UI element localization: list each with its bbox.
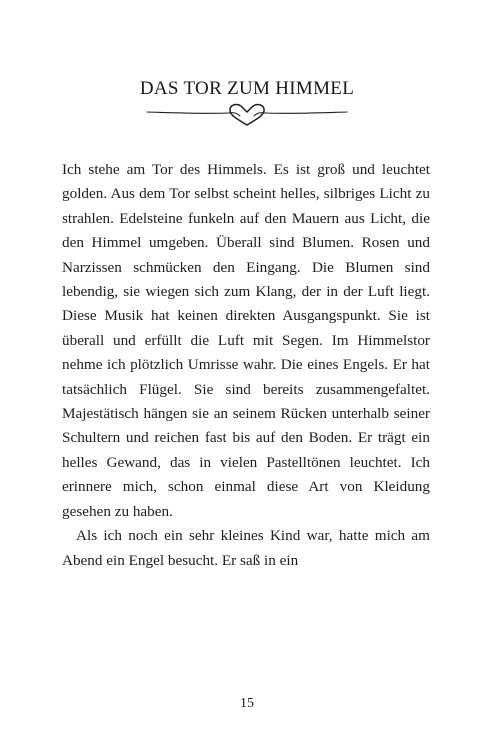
chapter-title: DAS TOR ZUM HIMMEL [139,78,355,99]
paragraph: Als ich noch ein sehr kleines Kind war, hatte mich am Abend ein Engel besucht. Er saß in ein [62,527,430,569]
page-number: 15 [240,696,254,711]
heart-flourish-icon [137,100,357,128]
paragraph: Ich stehe am Tor des Himmels. Es ist groß und leuchtet golden. Aus dem Tor selbst scheint helles, silbriges Licht zu strahlen. Edelsteine funkeln auf den Mauern aus Licht, die den Himmel umgeben. Überall sind Blumen. Rosen und Narzissen schmücken den Eingang. Die Blumen sind lebendig, sie wiegen sich zum Klang, der in der Luft liegt. Diese Musik hat keinen direkten Ausgangspunkt. Sie ist überall und erfüllt die Luft mit Segen. Im Himmelstor nehme ich plötzlich Umrisse wahr. Die eines Engels. Er hat tatsächlich Flügel. Sie sind bereits zusammengefaltet. Majestätisch hängen sie an seinem Rücken unterhalb seiner Schultern und reichen fast bis auf den Boden. Er trägt ein helles Gewand, das in vielen Pastelltönen leuchtet. Ich erinnere mich, schon einmal diese Art von Kleidung gesehen zu haben. [62,161,430,520]
body-text [62,158,430,573]
